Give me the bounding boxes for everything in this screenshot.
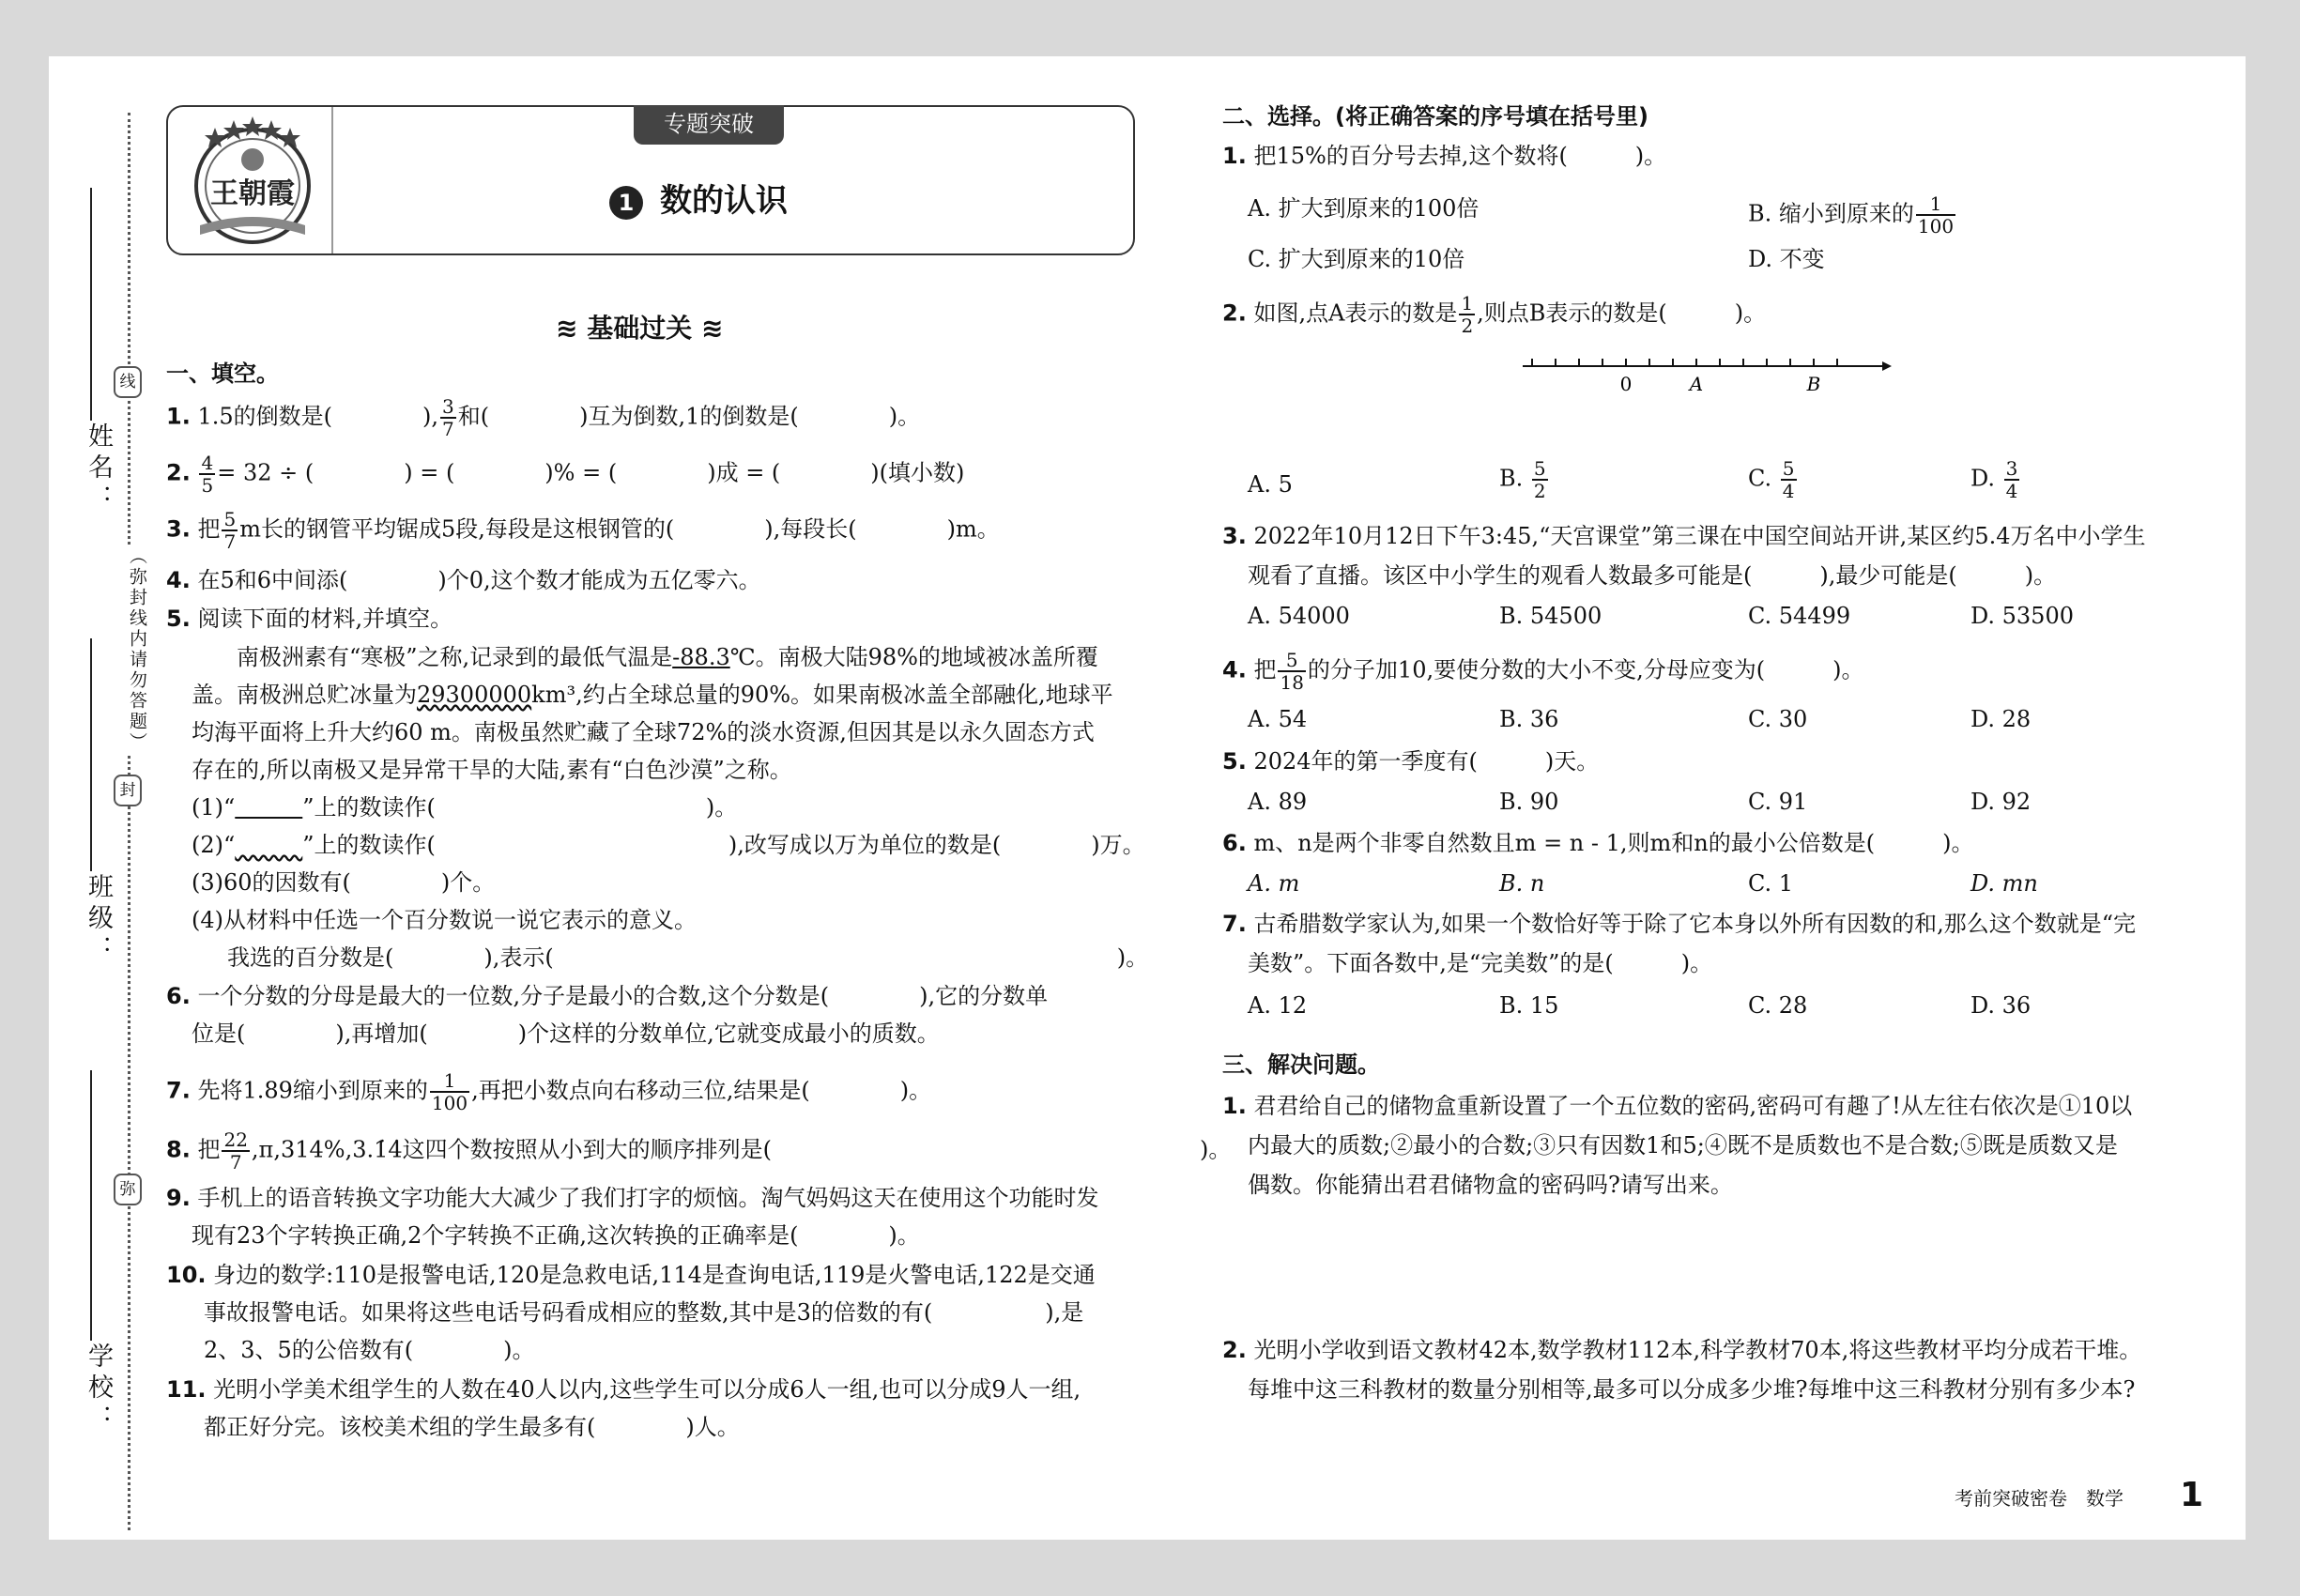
class-label: 班级：	[84, 873, 113, 966]
s1-q9: 9. 手机上的语音转换文字功能大大减少了我们打字的烦恼。淘气妈妈这天在使用这个功能时发	[166, 1185, 1099, 1211]
s1-q5-sub1: (1)“ ”上的数读作( )。	[192, 794, 738, 821]
s1-q11-cont: 都正好分完。该校美术组的学生最多有( )人。	[204, 1414, 740, 1440]
s2-q6-optB[interactable]: B. n	[1499, 870, 1545, 897]
s1-q5: 5. 阅读下面的材料,并填空。	[166, 606, 453, 632]
section1-title: 一、填空。	[166, 361, 279, 387]
s3-q1: 1. 君君给自己的储物盒重新设置了一个五位数的密码,密码可有趣了!从左往右依次是①10以	[1222, 1093, 2133, 1119]
s3-q2: 2. 光明小学收到语文教材42本,数学教材112本,科学教材70本,将这些教材平均分成若干堆。	[1222, 1337, 2142, 1363]
s1-q10-cont1: 事故报警电话。如果将这些电话号码看成相应的整数,其中是3的倍数的有( ),是	[204, 1299, 1084, 1326]
class-write-line[interactable]	[90, 638, 92, 871]
s2-q3-optC[interactable]: C. 54499	[1748, 603, 1851, 629]
binding-dotted-line	[128, 113, 130, 1530]
s1-q6: 6. 一个分数的分母是最大的一位数,分子是最小的合数,这个分数是( ),它的分数单	[166, 983, 1049, 1009]
exam-page	[49, 56, 2246, 1540]
s1-q5-passage-2: 盖。南极洲总贮冰量为29300000km³,约占全球总量的90%。如果南极冰盖全部融化,地球平	[192, 682, 1113, 708]
seal-note: （弥封线内请勿答题）	[103, 546, 150, 753]
s2-q6: 6. m、n是两个非零自然数且m = n - 1,则m和n的最小公倍数是( )。	[1222, 830, 1974, 856]
s2-q1: 1. 把15%的百分号去掉,这个数将( )。	[1222, 143, 1667, 169]
s2-q2-optD[interactable]: D. $\frac{3}{4}$	[1970, 457, 2018, 502]
school-write-line[interactable]	[90, 1070, 92, 1341]
number-line-point-a: A	[1689, 373, 1704, 395]
name-write-line[interactable]	[90, 188, 92, 421]
s2-q7: 7. 古希腊数学家认为,如果一个数恰好等于除了它本身以外所有因数的和,那么这个数就是“完	[1222, 911, 2136, 937]
s2-q6-optD[interactable]: D. mn	[1970, 870, 2038, 897]
svg-text:王朝霞: 王朝霞	[210, 177, 295, 210]
s3-q2-cont: 每堆中这三科教材的数量分别相等,最多可以分成多少堆?每堆中这三科教材分别有多少本?	[1248, 1376, 2136, 1403]
s2-q2-optA[interactable]: A. 5	[1248, 471, 1293, 498]
s2-q3-optD[interactable]: D. 53500	[1970, 603, 2074, 629]
s2-q2-optC[interactable]: C. $\frac{5}{4}$	[1748, 457, 1795, 502]
s1-q1: 1. 1.5的倒数是( ), $\frac{3}{7}$ 和( )互为倒数,1的倒数是( )。	[166, 395, 921, 440]
s1-q2: 2. $\frac{4}{5}$ = 32 ÷ ( ) = ( )% = ( )成 = ( )(填小数)	[166, 452, 965, 497]
s2-q4-optA[interactable]: A. 54	[1248, 706, 1308, 732]
topic-tag: 专题突破	[634, 105, 784, 145]
s2-q1-optC[interactable]: C. 扩大到原来的10倍	[1248, 246, 1465, 272]
s1-q8: 8. 把 $\frac{22}{7}$ ,π,314%,3.1̇4̇这四个数按照从小到大的顺序排列是( )。	[166, 1128, 1232, 1174]
chapter-title: 数的认识	[660, 182, 788, 220]
header-divider	[331, 107, 333, 253]
binding-margin	[49, 56, 161, 1540]
s2-q1-optD[interactable]: D. 不变	[1748, 246, 1825, 272]
s3-q1-cont2: 偶数。你能猜出君君储物盒的密码吗?请写出来。	[1248, 1172, 1733, 1198]
s3-q1-cont1: 内最大的质数;②最小的合数;③只有因数1和5;④既不是质数也不是合数;⑤既是质数又是	[1248, 1132, 2118, 1159]
s1-q4: 4. 在5和6中间添( )个0,这个数才能成为五亿零六。	[166, 567, 761, 593]
s1-q5-passage-3: 均海平面将上升大约60 m。南极虽然贮藏了全球72%的淡水资源,但因其是以永久固态方式	[192, 719, 1095, 745]
s2-q5-optC[interactable]: C. 91	[1748, 789, 1808, 815]
s2-q4-optD[interactable]: D. 28	[1970, 706, 2032, 732]
brand-logo-icon	[187, 115, 318, 248]
chapter-number-badge: 1	[609, 186, 643, 220]
section3-title: 三、解决问题。	[1222, 1051, 1380, 1078]
seal-mi: 弥	[114, 1174, 142, 1205]
seal-seal: 封	[114, 775, 142, 806]
s2-q3-optB[interactable]: B. 54500	[1499, 603, 1602, 629]
s2-q4-optB[interactable]: B. 36	[1499, 706, 1559, 732]
page-number: 1	[2180, 1476, 2204, 1514]
section2-title: 二、选择。(将正确答案的序号填在括号里)	[1222, 103, 1648, 130]
section-heading-basic: ≋ 基础过关 ≋	[556, 313, 724, 344]
s2-q7-cont: 美数”。下面各数中,是“完美数”的是( )。	[1248, 950, 1713, 976]
school-label: 学校：	[84, 1343, 113, 1435]
s1-q5-sub4: (4)从材料中任选一个百分数说一说它表示的意义。	[192, 907, 697, 933]
s1-q5-sub4-answer: 我选的百分数是( ),表示( )。	[227, 944, 1149, 971]
s2-q1-optB[interactable]: B. 缩小到原来的 $\frac{1}{100}$	[1748, 192, 1955, 238]
s1-q5-passage-4: 存在的,所以南极又是异常干旱的大陆,素有“白色沙漠”之称。	[192, 757, 792, 783]
number-line-zero: 0	[1619, 373, 1633, 395]
s2-q2: 2. 如图,点A表示的数是 $\frac{1}{2}$ ,则点B表示的数是( )。	[1222, 292, 1767, 337]
page-title	[609, 175, 788, 221]
s2-q5-optD[interactable]: D. 92	[1970, 789, 2032, 815]
s2-q3: 3. 2022年10月12日下午3:45,“天宫课堂”第三课在中国空间站开讲,某区约5.4万名中小学生	[1222, 523, 2146, 549]
s1-q7: 7. 先将1.89缩小到原来的 $\frac{1}{100}$ ,再把小数点向右移动三位,结果是( )。	[166, 1069, 932, 1114]
s2-q7-optA[interactable]: A. 12	[1248, 992, 1308, 1019]
footer-title: 考前突破密卷 数学	[1955, 1487, 2124, 1510]
s2-q1-optA[interactable]: A. 扩大到原来的100倍	[1248, 195, 1480, 222]
s2-q7-optB[interactable]: B. 15	[1499, 992, 1559, 1019]
s2-q5: 5. 2024年的第一季度有( )天。	[1222, 748, 1600, 775]
s2-q3-cont: 观看了直播。该区中小学生的观看人数最多可能是( ),最少可能是( )。	[1248, 562, 2057, 589]
s1-q9-cont: 现有23个字转换正确,2个字转换不正确,这次转换的正确率是( )。	[192, 1222, 920, 1249]
s2-q3-optA[interactable]: A. 54000	[1248, 603, 1350, 629]
number-line-point-b: B	[1806, 373, 1821, 395]
s2-q6-optA[interactable]: A. m	[1248, 870, 1300, 897]
s2-q4: 4. 把 $\frac{5}{18}$ 的分子加10,要使分数的大小不变,分母应变为( )。	[1222, 649, 1864, 694]
number-line-figure	[1518, 355, 1894, 402]
s1-q10-cont2: 2、3、5的公倍数有( )。	[204, 1337, 535, 1363]
s2-q5-optA[interactable]: A. 89	[1248, 789, 1308, 815]
s2-q7-optD[interactable]: D. 36	[1970, 992, 2032, 1019]
name-label: 姓名：	[84, 422, 113, 515]
s1-q3: 3. 把 $\frac{5}{7}$ m长的钢管平均锯成5段,每段是这根钢管的( ),每段长( )m。	[166, 508, 1000, 553]
topic-header	[166, 105, 1135, 255]
s2-q7-optC[interactable]: C. 28	[1748, 992, 1808, 1019]
s1-q5-sub3: (3)60的因数有( )个。	[192, 869, 496, 896]
s1-q5-sub2: (2)“ ”上的数读作( ),改写成以万为单位的数是( )万。	[192, 832, 1145, 858]
s1-q6-cont: 位是( ),再增加( )个这样的分数单位,它就变成最小的质数。	[192, 1021, 940, 1047]
seal-line: 线	[114, 366, 142, 398]
s1-q11: 11. 光明小学美术组学生的人数在40人以内,这些学生可以分成6人一组,也可以分成9人一组,	[166, 1376, 1081, 1403]
s2-q5-optB[interactable]: B. 90	[1499, 789, 1559, 815]
s2-q6-optC[interactable]: C. 1	[1748, 870, 1794, 897]
s1-q10: 10. 身边的数学:110是报警电话,120是急救电话,114是查询电话,119是火警电话,122是交通	[166, 1262, 1096, 1288]
s1-q5-passage-1: 南极洲素有“寒极”之称,记录到的最低气温是-88.3℃。南极大陆98%的地域被冰盖所覆	[237, 644, 1098, 670]
s2-q2-optB[interactable]: B. $\frac{5}{2}$	[1499, 457, 1546, 502]
s2-q4-optC[interactable]: C. 30	[1748, 706, 1808, 732]
